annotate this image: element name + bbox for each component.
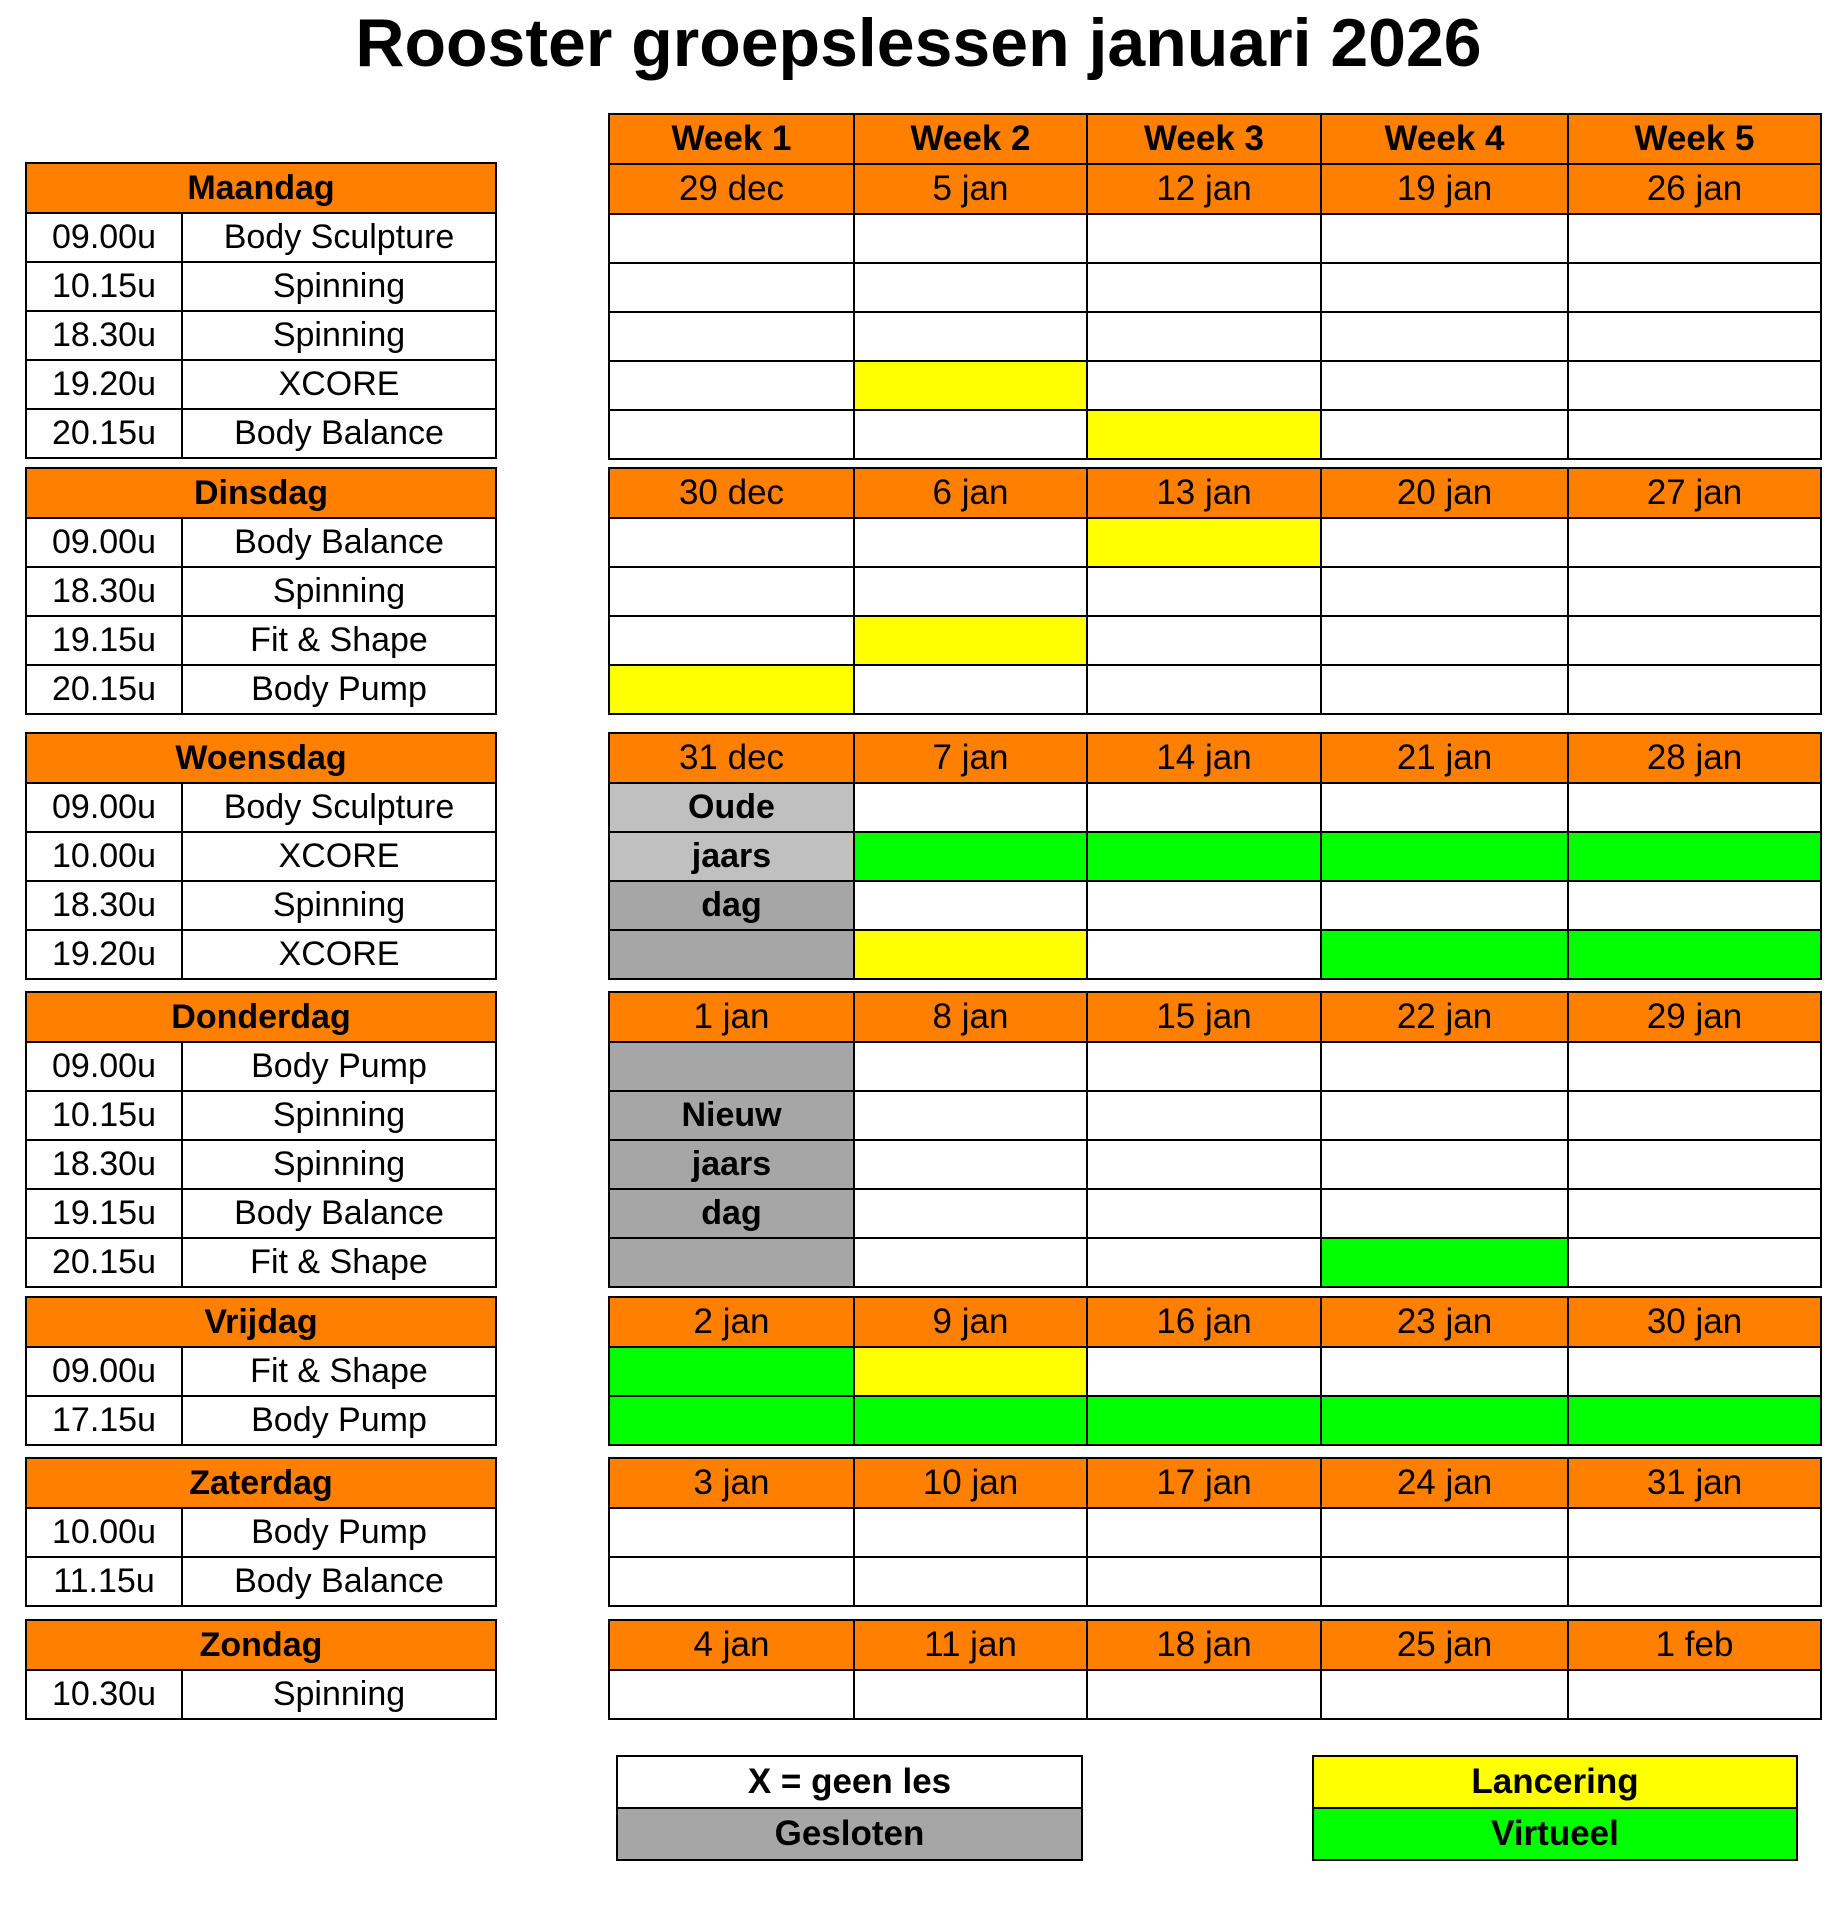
lancering-cell <box>854 361 1087 410</box>
schedule-cell <box>1321 214 1568 263</box>
time-cell: 11.15u <box>26 1557 182 1606</box>
table-row <box>26 1140 496 1189</box>
schedule-cell <box>609 410 854 459</box>
schedule-cell <box>1568 1140 1821 1189</box>
table-row <box>26 262 496 311</box>
schedule-cell <box>1321 263 1568 312</box>
date-cell: 13 jan <box>1087 468 1321 518</box>
schedule-cell <box>1087 214 1321 263</box>
day-table-zondag <box>25 1619 497 1720</box>
schedule-cell <box>854 518 1087 567</box>
schedule-cell <box>1087 1557 1321 1606</box>
class-cell: Body Pump <box>182 665 496 714</box>
schedule-cell <box>609 1508 854 1557</box>
class-cell: Body Pump <box>182 1508 496 1557</box>
closed-cell <box>609 1042 854 1091</box>
virtueel-cell <box>1087 832 1321 881</box>
schedule-cell <box>854 665 1087 714</box>
day-header: Dinsdag <box>26 468 496 518</box>
schedule-cell <box>1087 567 1321 616</box>
week-grid-zondag <box>608 1619 1822 1720</box>
schedule-cell <box>854 214 1087 263</box>
grid-row <box>609 1238 1821 1287</box>
date-cell: 29 jan <box>1568 992 1821 1042</box>
date-cell: 7 jan <box>854 733 1087 783</box>
time-cell: 10.00u <box>26 1508 182 1557</box>
lancering-cell <box>1087 518 1321 567</box>
class-cell: Spinning <box>182 1091 496 1140</box>
grid-row <box>609 361 1821 410</box>
time-cell: 18.30u <box>26 1140 182 1189</box>
class-cell: Body Balance <box>182 1557 496 1606</box>
legend-gesloten: Gesloten <box>617 1808 1082 1860</box>
date-cell: 1 jan <box>609 992 854 1042</box>
grid-row <box>609 1557 1821 1606</box>
schedule-cell <box>1087 1508 1321 1557</box>
schedule-cell <box>1321 1189 1568 1238</box>
date-cell: 31 dec <box>609 733 854 783</box>
grid-row <box>609 881 1821 930</box>
legend-lancering: Lancering <box>1313 1756 1797 1808</box>
table-row <box>26 1508 496 1557</box>
grid-row <box>609 1140 1821 1189</box>
schedule-cell <box>1568 214 1821 263</box>
date-cell: 16 jan <box>1087 1297 1321 1347</box>
table-row <box>26 832 496 881</box>
legend-geen-les: X = geen les <box>617 1756 1082 1808</box>
date-cell: 27 jan <box>1568 468 1821 518</box>
schedule-cell <box>1087 1670 1321 1719</box>
day-header: Zaterdag <box>26 1458 496 1508</box>
closed-cell: dag <box>609 1189 854 1238</box>
week-grid-woensdag <box>608 732 1822 980</box>
schedule-cell <box>854 1091 1087 1140</box>
legend-right <box>1312 1755 1798 1861</box>
date-cell: 19 jan <box>1321 164 1568 214</box>
table-row <box>26 665 496 714</box>
time-cell: 09.00u <box>26 783 182 832</box>
date-cell: 8 jan <box>854 992 1087 1042</box>
schedule-cell <box>1087 1238 1321 1287</box>
schedule-cell <box>1568 783 1821 832</box>
schedule-cell <box>1321 361 1568 410</box>
time-cell: 09.00u <box>26 213 182 262</box>
time-cell: 10.15u <box>26 262 182 311</box>
grid-row <box>609 1347 1821 1396</box>
schedule-cell <box>854 567 1087 616</box>
virtueel-cell <box>609 1396 854 1445</box>
table-row <box>26 930 496 979</box>
schedule-cell <box>1321 1557 1568 1606</box>
schedule-cell <box>1568 1557 1821 1606</box>
virtueel-cell <box>854 832 1087 881</box>
grid-row <box>609 1091 1821 1140</box>
legend-left <box>616 1755 1083 1861</box>
grid-row <box>609 410 1821 459</box>
schedule-cell <box>854 1189 1087 1238</box>
virtueel-cell <box>1568 930 1821 979</box>
date-row <box>609 1458 1821 1508</box>
lancering-cell <box>1087 410 1321 459</box>
day-table-woensdag <box>25 732 497 980</box>
time-cell: 20.15u <box>26 409 182 458</box>
table-row <box>26 360 496 409</box>
schedule-cell <box>1087 1347 1321 1396</box>
closed-cell <box>609 930 854 979</box>
schedule-cell <box>1568 361 1821 410</box>
schedule-cell <box>609 263 854 312</box>
schedule-cell <box>609 518 854 567</box>
date-cell: 11 jan <box>854 1620 1087 1670</box>
day-table-vrijdag <box>25 1296 497 1446</box>
table-row <box>26 1042 496 1091</box>
class-cell: Body Balance <box>182 409 496 458</box>
schedule-cell <box>1321 518 1568 567</box>
date-cell: 31 jan <box>1568 1458 1821 1508</box>
table-row <box>26 409 496 458</box>
week-grid-dinsdag <box>608 467 1822 715</box>
schedule-cell <box>854 1670 1087 1719</box>
day-header: Donderdag <box>26 992 496 1042</box>
date-cell: 9 jan <box>854 1297 1087 1347</box>
week-header-row <box>609 114 1821 164</box>
date-cell: 29 dec <box>609 164 854 214</box>
week-header: Week 1 <box>609 114 854 164</box>
date-row <box>609 733 1821 783</box>
schedule-cell <box>1321 567 1568 616</box>
class-cell: Spinning <box>182 262 496 311</box>
date-cell: 26 jan <box>1568 164 1821 214</box>
class-cell: Fit & Shape <box>182 1347 496 1396</box>
schedule-cell <box>609 312 854 361</box>
day-header: Maandag <box>26 163 496 213</box>
schedule-cell <box>609 1557 854 1606</box>
class-cell: Spinning <box>182 881 496 930</box>
schedule-cell <box>854 312 1087 361</box>
time-cell: 18.30u <box>26 311 182 360</box>
schedule-cell <box>854 1508 1087 1557</box>
week-grid-zaterdag <box>608 1457 1822 1607</box>
grid-row <box>609 567 1821 616</box>
schedule-cell <box>1087 263 1321 312</box>
time-cell: 19.15u <box>26 1189 182 1238</box>
week-header: Week 3 <box>1087 114 1321 164</box>
schedule-cell <box>1568 665 1821 714</box>
time-cell: 09.00u <box>26 1347 182 1396</box>
date-cell: 21 jan <box>1321 733 1568 783</box>
time-cell: 17.15u <box>26 1396 182 1445</box>
schedule-cell <box>1568 410 1821 459</box>
schedule-cell <box>1321 1508 1568 1557</box>
grid-row <box>609 263 1821 312</box>
schedule-cell <box>1568 1042 1821 1091</box>
week-grid-vrijdag <box>608 1296 1822 1446</box>
schedule-cell <box>1087 930 1321 979</box>
table-row <box>26 311 496 360</box>
schedule-cell <box>1321 1091 1568 1140</box>
class-cell: Spinning <box>182 1670 496 1719</box>
virtueel-cell <box>1568 1396 1821 1445</box>
schedule-cell <box>1321 1347 1568 1396</box>
grid-row <box>609 312 1821 361</box>
time-cell: 10.00u <box>26 832 182 881</box>
week-grid-maandag <box>608 113 1822 460</box>
date-cell: 12 jan <box>1087 164 1321 214</box>
lancering-cell <box>854 1347 1087 1396</box>
schedule-cell <box>1568 1508 1821 1557</box>
schedule-cell <box>854 783 1087 832</box>
table-row <box>26 518 496 567</box>
class-cell: Spinning <box>182 1140 496 1189</box>
table-row <box>26 1557 496 1606</box>
date-cell: 15 jan <box>1087 992 1321 1042</box>
class-cell: XCORE <box>182 930 496 979</box>
lancering-cell <box>854 616 1087 665</box>
schedule-cell <box>1087 881 1321 930</box>
class-cell: XCORE <box>182 360 496 409</box>
page-title: Rooster groepslessen januari 2026 <box>355 5 1482 81</box>
date-row <box>609 468 1821 518</box>
date-cell: 18 jan <box>1087 1620 1321 1670</box>
day-table-dinsdag <box>25 467 497 715</box>
table-row <box>26 1238 496 1287</box>
date-cell: 10 jan <box>854 1458 1087 1508</box>
schedule-cell <box>854 1238 1087 1287</box>
date-cell: 25 jan <box>1321 1620 1568 1670</box>
schedule-cell <box>1568 1238 1821 1287</box>
grid-row <box>609 518 1821 567</box>
grid-row <box>609 616 1821 665</box>
schedule-cell <box>1568 1189 1821 1238</box>
grid-row <box>609 930 1821 979</box>
schedule-cell <box>1087 1189 1321 1238</box>
grid-row <box>609 665 1821 714</box>
class-cell: XCORE <box>182 832 496 881</box>
date-cell: 3 jan <box>609 1458 854 1508</box>
closed-cell: dag <box>609 881 854 930</box>
date-cell: 1 feb <box>1568 1620 1821 1670</box>
date-cell: 17 jan <box>1087 1458 1321 1508</box>
date-cell: 5 jan <box>854 164 1087 214</box>
date-cell: 23 jan <box>1321 1297 1568 1347</box>
schedule-cell <box>854 410 1087 459</box>
table-row <box>26 783 496 832</box>
table-row <box>26 567 496 616</box>
schedule-cell <box>1087 1091 1321 1140</box>
schedule-cell <box>609 1670 854 1719</box>
schedule-cell <box>1087 616 1321 665</box>
date-row <box>609 1620 1821 1670</box>
schedule-cell <box>854 1042 1087 1091</box>
date-cell: 2 jan <box>609 1297 854 1347</box>
grid-row <box>609 832 1821 881</box>
lancering-cell <box>609 665 854 714</box>
date-cell: 14 jan <box>1087 733 1321 783</box>
schedule-cell <box>854 881 1087 930</box>
closed-cell: jaars <box>609 1140 854 1189</box>
schedule-cell <box>1321 1140 1568 1189</box>
schedule-cell <box>609 567 854 616</box>
virtueel-cell <box>1321 832 1568 881</box>
schedule-cell <box>1568 1347 1821 1396</box>
date-row <box>609 164 1821 214</box>
schedule-cell <box>1321 1042 1568 1091</box>
date-cell: 24 jan <box>1321 1458 1568 1508</box>
table-row <box>26 616 496 665</box>
date-cell: 30 dec <box>609 468 854 518</box>
schedule-cell <box>1568 518 1821 567</box>
week-header: Week 2 <box>854 114 1087 164</box>
closed-cell: Oude <box>609 783 854 832</box>
grid-row <box>609 1396 1821 1445</box>
schedule-cell <box>1568 1091 1821 1140</box>
schedule-cell <box>1087 665 1321 714</box>
date-cell: 6 jan <box>854 468 1087 518</box>
time-cell: 19.20u <box>26 360 182 409</box>
grid-row <box>609 214 1821 263</box>
grid-row <box>609 783 1821 832</box>
time-cell: 10.15u <box>26 1091 182 1140</box>
table-row <box>26 1189 496 1238</box>
virtueel-cell <box>1321 1396 1568 1445</box>
schedule-cell <box>1321 1670 1568 1719</box>
time-cell: 18.30u <box>26 881 182 930</box>
schedule-cell <box>1321 665 1568 714</box>
class-cell: Body Balance <box>182 1189 496 1238</box>
time-cell: 19.20u <box>26 930 182 979</box>
date-row <box>609 1297 1821 1347</box>
schedule-cell <box>1568 312 1821 361</box>
day-table-donderdag <box>25 991 497 1288</box>
schedule-cell <box>1087 312 1321 361</box>
class-cell: Body Pump <box>182 1042 496 1091</box>
schedule-cell <box>609 361 854 410</box>
schedule-cell <box>1568 567 1821 616</box>
time-cell: 18.30u <box>26 567 182 616</box>
schedule-cell <box>1321 312 1568 361</box>
date-cell: 28 jan <box>1568 733 1821 783</box>
time-cell: 09.00u <box>26 518 182 567</box>
virtueel-cell <box>609 1347 854 1396</box>
class-cell: Body Balance <box>182 518 496 567</box>
week-grid-donderdag <box>608 991 1822 1288</box>
date-cell: 4 jan <box>609 1620 854 1670</box>
table-row <box>26 1091 496 1140</box>
week-header: Week 4 <box>1321 114 1568 164</box>
schedule-cell <box>854 1140 1087 1189</box>
schedule-cell <box>1087 361 1321 410</box>
grid-row <box>609 1508 1821 1557</box>
time-cell: 09.00u <box>26 1042 182 1091</box>
schedule-cell <box>1568 881 1821 930</box>
day-table-maandag <box>25 162 497 459</box>
schedule-cell <box>1087 1042 1321 1091</box>
legend-virtueel: Virtueel <box>1313 1808 1797 1860</box>
table-row <box>26 1347 496 1396</box>
virtueel-cell <box>1321 1238 1568 1287</box>
closed-cell: jaars <box>609 832 854 881</box>
class-cell: Spinning <box>182 311 496 360</box>
schedule-cell <box>1321 616 1568 665</box>
day-table-zaterdag <box>25 1457 497 1607</box>
schedule-cell <box>1568 263 1821 312</box>
closed-cell: Nieuw <box>609 1091 854 1140</box>
day-header: Vrijdag <box>26 1297 496 1347</box>
schedule-cell <box>1321 410 1568 459</box>
class-cell: Body Pump <box>182 1396 496 1445</box>
date-cell: 30 jan <box>1568 1297 1821 1347</box>
lancering-cell <box>854 930 1087 979</box>
virtueel-cell <box>1568 832 1821 881</box>
schedule-cell <box>1087 783 1321 832</box>
schedule-cell <box>854 263 1087 312</box>
class-cell: Body Sculpture <box>182 213 496 262</box>
week-header: Week 5 <box>1568 114 1821 164</box>
virtueel-cell <box>854 1396 1087 1445</box>
table-row <box>26 881 496 930</box>
date-cell: 20 jan <box>1321 468 1568 518</box>
schedule-cell <box>1568 616 1821 665</box>
schedule-cell <box>1087 1140 1321 1189</box>
schedule-cell <box>1321 881 1568 930</box>
grid-row <box>609 1670 1821 1719</box>
schedule-cell <box>609 214 854 263</box>
table-row <box>26 213 496 262</box>
virtueel-cell <box>1321 930 1568 979</box>
grid-row <box>609 1042 1821 1091</box>
class-cell: Fit & Shape <box>182 616 496 665</box>
date-row <box>609 992 1821 1042</box>
table-row <box>26 1396 496 1445</box>
date-cell: 22 jan <box>1321 992 1568 1042</box>
schedule-cell <box>609 616 854 665</box>
time-cell: 20.15u <box>26 1238 182 1287</box>
time-cell: 19.15u <box>26 616 182 665</box>
schedule-cell <box>1568 1670 1821 1719</box>
day-header: Zondag <box>26 1620 496 1670</box>
class-cell: Spinning <box>182 567 496 616</box>
class-cell: Body Sculpture <box>182 783 496 832</box>
table-row <box>26 1670 496 1719</box>
class-cell: Fit & Shape <box>182 1238 496 1287</box>
day-header: Woensdag <box>26 733 496 783</box>
schedule-cell <box>1321 783 1568 832</box>
closed-cell <box>609 1238 854 1287</box>
time-cell: 20.15u <box>26 665 182 714</box>
grid-row <box>609 1189 1821 1238</box>
schedule-cell <box>854 1557 1087 1606</box>
virtueel-cell <box>1087 1396 1321 1445</box>
time-cell: 10.30u <box>26 1670 182 1719</box>
